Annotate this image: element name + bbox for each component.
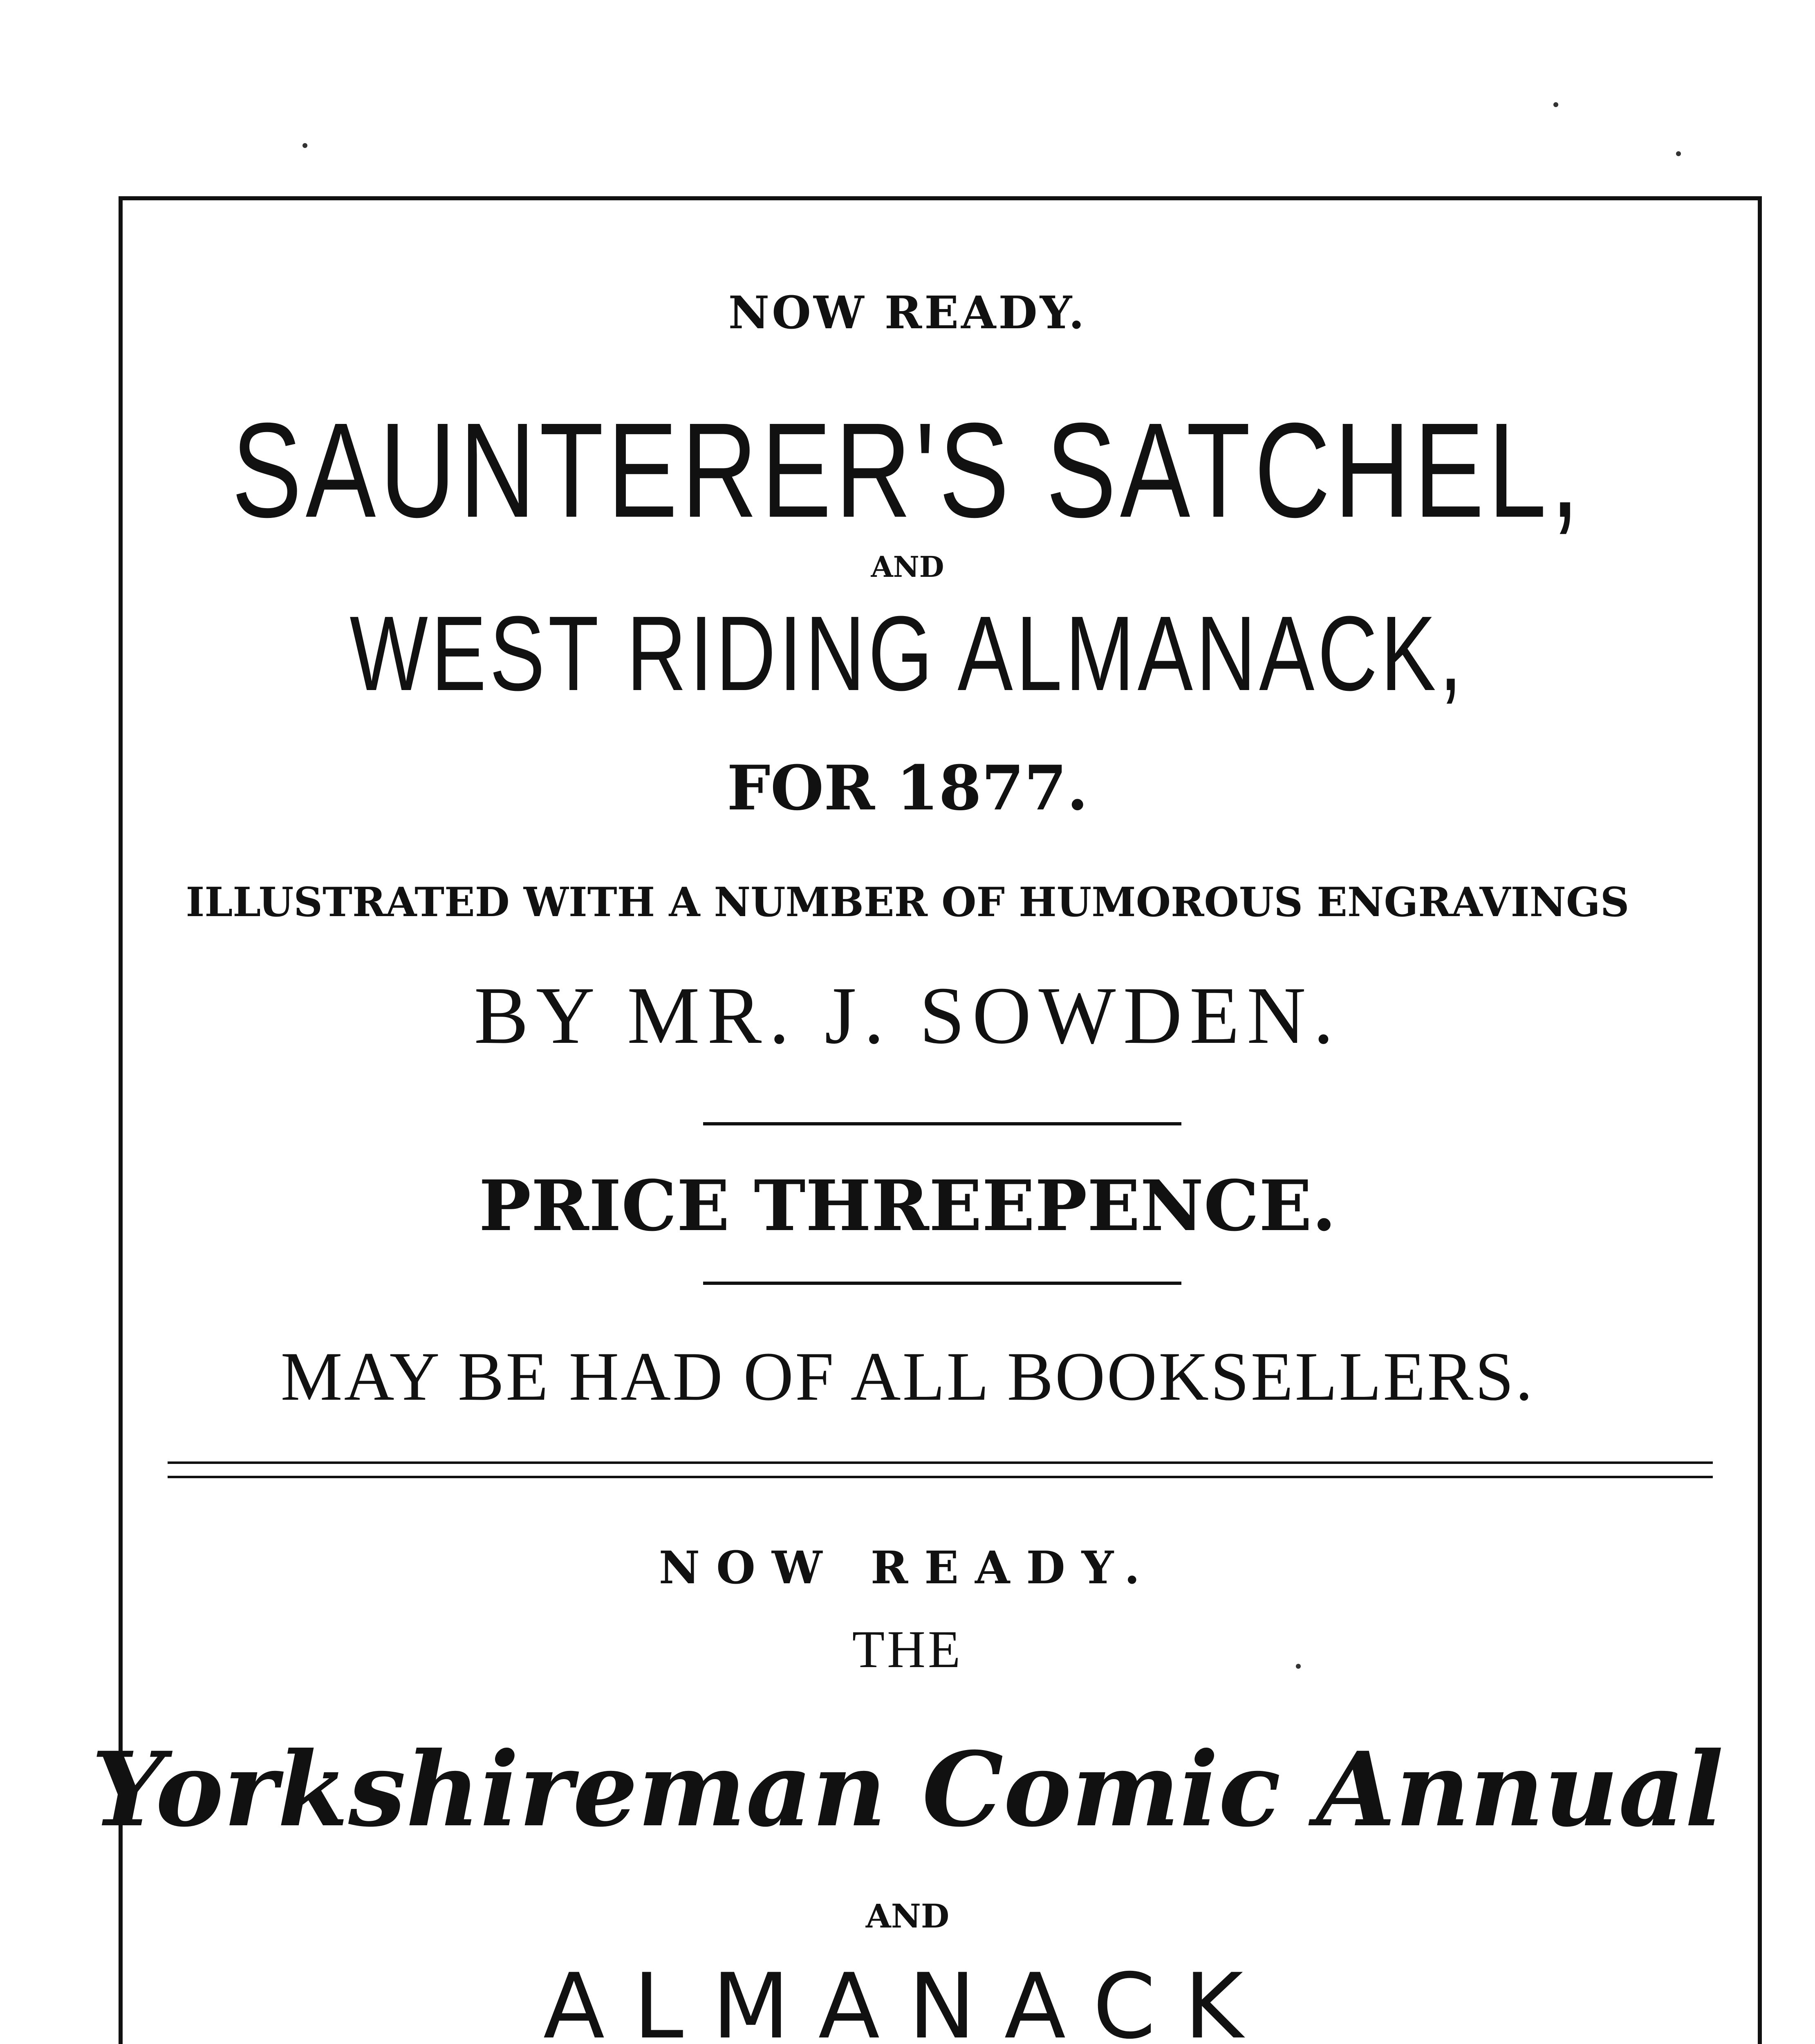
- ad1-and: AND: [871, 550, 944, 584]
- ad2-the: THE: [852, 1620, 963, 1679]
- section-divider-top: [168, 1461, 1713, 1464]
- ad1-now-ready: NOW READY.: [728, 286, 1087, 339]
- ad2-title: Yorkshireman Comic Annual: [91, 1729, 1724, 1849]
- ad1-title: SAUNTERER'S SATCHEL,: [231, 394, 1584, 545]
- ad1-author: BY MR. J. SOWDEN.: [474, 970, 1341, 1061]
- print-speck: [1553, 102, 1558, 107]
- ad1-year: FOR 1877.: [727, 752, 1088, 824]
- ad2-and: AND: [865, 1897, 950, 1935]
- print-speck: [302, 143, 307, 148]
- ad1-rule-top: [703, 1122, 1181, 1125]
- ad1-availability: MAY BE HAD OF ALL BOOKSELLERS.: [280, 1338, 1535, 1415]
- ad1-rule-bottom: [703, 1282, 1181, 1285]
- print-speck: [1676, 151, 1681, 156]
- ad1-subtitle: WEST RIDING ALMANACK,: [350, 594, 1465, 713]
- ad1-illustrated: ILLUSTRATED WITH A NUMBER OF HUMOROUS ENGRAVINGS: [186, 879, 1629, 926]
- ad2-now-ready: NOW READY.: [659, 1541, 1156, 1594]
- section-divider-bottom: [168, 1476, 1713, 1478]
- ad2-almanack: ALMANACK: [543, 1954, 1272, 2044]
- ad1-price: PRICE THREEPENCE.: [479, 1165, 1336, 1247]
